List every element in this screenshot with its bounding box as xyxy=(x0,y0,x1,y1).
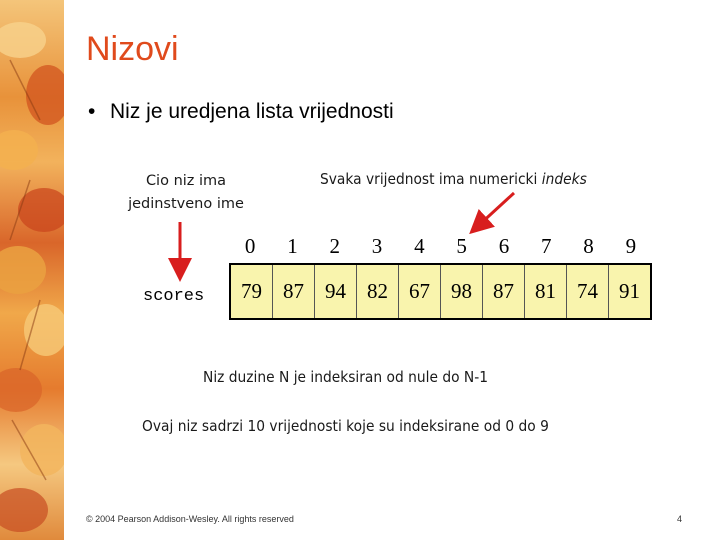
index-arrow-icon xyxy=(478,193,514,226)
array-cell: 87 xyxy=(273,265,315,318)
array-cell: 91 xyxy=(619,279,640,303)
array-index-label: 5 xyxy=(456,234,467,258)
bullet-dot-icon: • xyxy=(88,100,96,123)
array-index-label: 2 xyxy=(329,234,340,258)
count-note: Ovaj niz sadrzi 10 vrijednosti koje su indeksirane od 0 do 9 xyxy=(142,417,549,435)
array-index-label: 8 xyxy=(583,234,594,258)
array-variable-name: scores xyxy=(143,287,205,306)
copyright-footer: © 2004 Pearson Addison-Wesley. All rights reserved xyxy=(86,514,294,524)
array-index-label: 7 xyxy=(541,234,552,258)
array-cell: 82 xyxy=(357,265,399,318)
array-index-label: 1 xyxy=(287,234,298,258)
array-cell: 98 xyxy=(441,265,483,318)
array-cell: 74 xyxy=(567,265,609,318)
array-index-label: 3 xyxy=(371,234,383,258)
array-index-label: 4 xyxy=(414,234,425,258)
array-index-label: 0 xyxy=(244,234,256,258)
array-index-label: 9 xyxy=(625,234,637,258)
slide-title: Nizovi xyxy=(86,30,179,68)
array-name-annotation-line1: Cio niz ima xyxy=(145,173,227,189)
bullet-text: Niz je uredjena lista vrijednosti xyxy=(110,100,394,123)
array-cell: 94 xyxy=(315,265,357,318)
array-cell: 79 xyxy=(231,265,273,318)
array-cell: 87 xyxy=(483,265,525,318)
page-number: 4 xyxy=(677,514,683,524)
array-cell: 81 xyxy=(525,265,567,318)
length-note: Niz duzine N je indeksiran od nule do N-1 xyxy=(203,368,488,386)
index-annotation-emphasis: indeks xyxy=(541,170,587,188)
array-name-annotation-line2: jedinstveno ime xyxy=(128,196,244,212)
array-index-label: 6 xyxy=(498,234,510,258)
array-cells xyxy=(229,263,652,320)
index-annotation-text: Svaka vrijednost ima numericki xyxy=(320,170,542,188)
array-cell: 67 xyxy=(399,265,441,318)
